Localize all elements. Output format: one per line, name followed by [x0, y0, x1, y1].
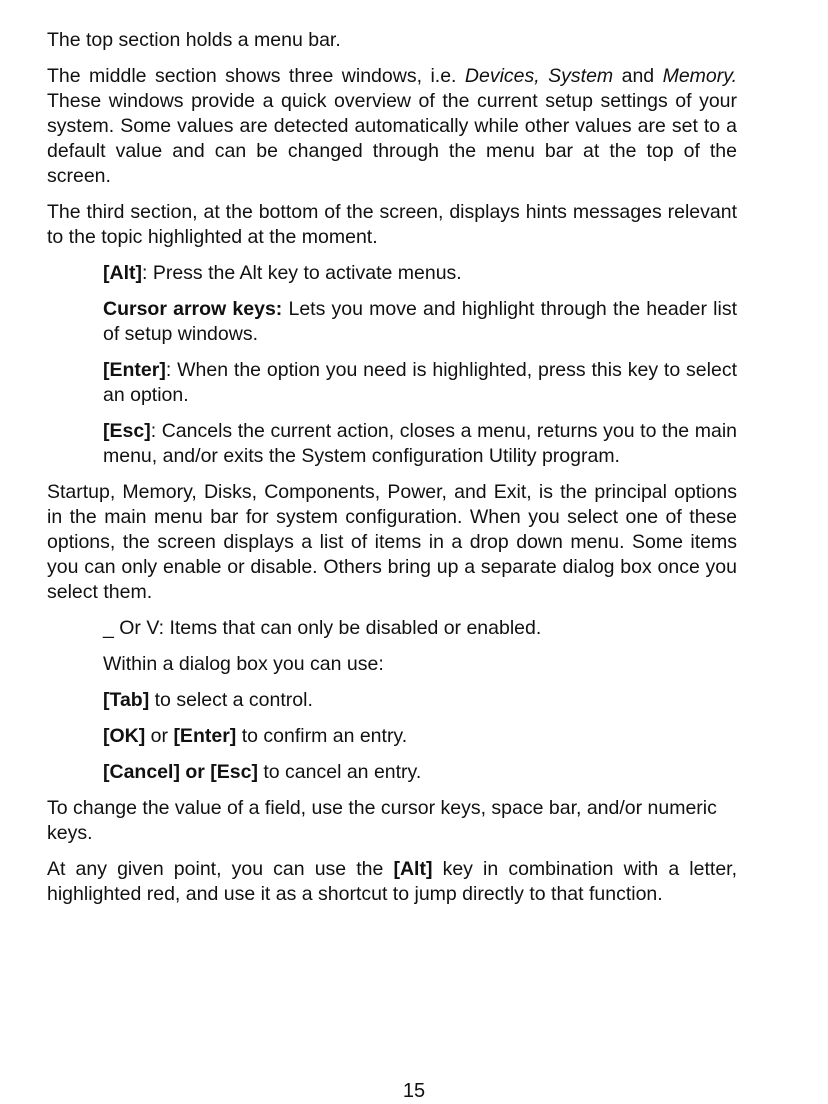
tab-key-text: to select a control.	[149, 689, 313, 711]
key-alt-description	[103, 261, 737, 286]
paragraph-middle-section	[47, 64, 737, 189]
system-term: System	[548, 65, 614, 87]
alt-key-label: [Alt]	[103, 262, 142, 284]
paragraph-change-value: To change the value of a field, use the cursor keys, space bar, and/or numeric keys.	[47, 797, 717, 844]
cancel-key-label: [Cancel] or [Esc]	[103, 761, 258, 783]
ok-key-text: to confirm an entry.	[236, 725, 408, 747]
manual-page	[47, 28, 737, 918]
text-segment: or	[145, 725, 174, 747]
paragraph-menu-bar: The top section holds a menu bar.	[47, 29, 341, 51]
esc-key-text: : Cancels the current action, closes a menu, returns you to the main menu, and/or exits the System configuration Utility program.	[103, 420, 737, 467]
devices-term: Devices,	[464, 65, 540, 87]
dialog-ok-description	[103, 724, 737, 749]
toggle-items-note: _ Or V: Items that can only be disabled or enabled.	[103, 617, 542, 639]
alt-key-text: : Press the Alt key to activate menus.	[141, 262, 462, 284]
paragraph-alt-shortcut	[47, 857, 737, 907]
key-enter-description	[103, 358, 737, 408]
text-segment: key in combination with a letter, highlighted red, and use it as a shortcut to jump directly to that function.	[47, 858, 738, 905]
text-segment: At any given point, you can use the	[47, 858, 394, 880]
text-segment: and	[613, 65, 663, 87]
key-esc-description	[103, 419, 737, 469]
cancel-key-text: to cancel an entry.	[257, 761, 422, 783]
enter-key-text: : When the option you need is highlighted, press this key to select an option.	[103, 359, 737, 406]
paragraph-main-menu-options: Startup, Memory, Disks, Components, Power, and Exit, is the principal options in the main menu bar for system configuration. When you select one of these options, the screen displays a list of items in a drop down menu. Some items you can only enable or disable. Others bring up a separate dialog box once you select them.	[47, 481, 737, 603]
text-segment	[540, 65, 548, 87]
cursor-keys-label: Cursor arrow keys:	[103, 298, 283, 320]
enter-key-label: [Enter]	[173, 725, 237, 747]
text-segment: These windows provide a quick overview of the current setup settings of your system. Some values are detected automatically while other values are set to a default value and can be changed through the menu bar at the top of the screen.	[47, 90, 737, 187]
paragraph-third-section: The third section, at the bottom of the screen, displays hints messages relevant to the topic highlighted at the moment.	[47, 201, 737, 248]
key-cursor-description	[103, 297, 737, 347]
dialog-tab-description	[103, 688, 737, 713]
ok-key-label: [OK]	[103, 725, 146, 747]
dialog-box-intro: Within a dialog box you can use:	[103, 653, 384, 675]
text-segment: The middle section shows three windows, i.e.	[47, 65, 465, 87]
page-number: 15	[402, 1080, 426, 1102]
enter-key-label: [Enter]	[103, 359, 166, 381]
dialog-cancel-description	[103, 760, 737, 785]
esc-key-label: [Esc]	[103, 420, 151, 442]
tab-key-label: [Tab]	[103, 689, 150, 711]
cursor-keys-text: Lets you move and highlight through the header list of setup windows.	[103, 298, 737, 345]
alt-key-label: [Alt]	[393, 858, 433, 880]
memory-term: Memory.	[662, 65, 737, 87]
